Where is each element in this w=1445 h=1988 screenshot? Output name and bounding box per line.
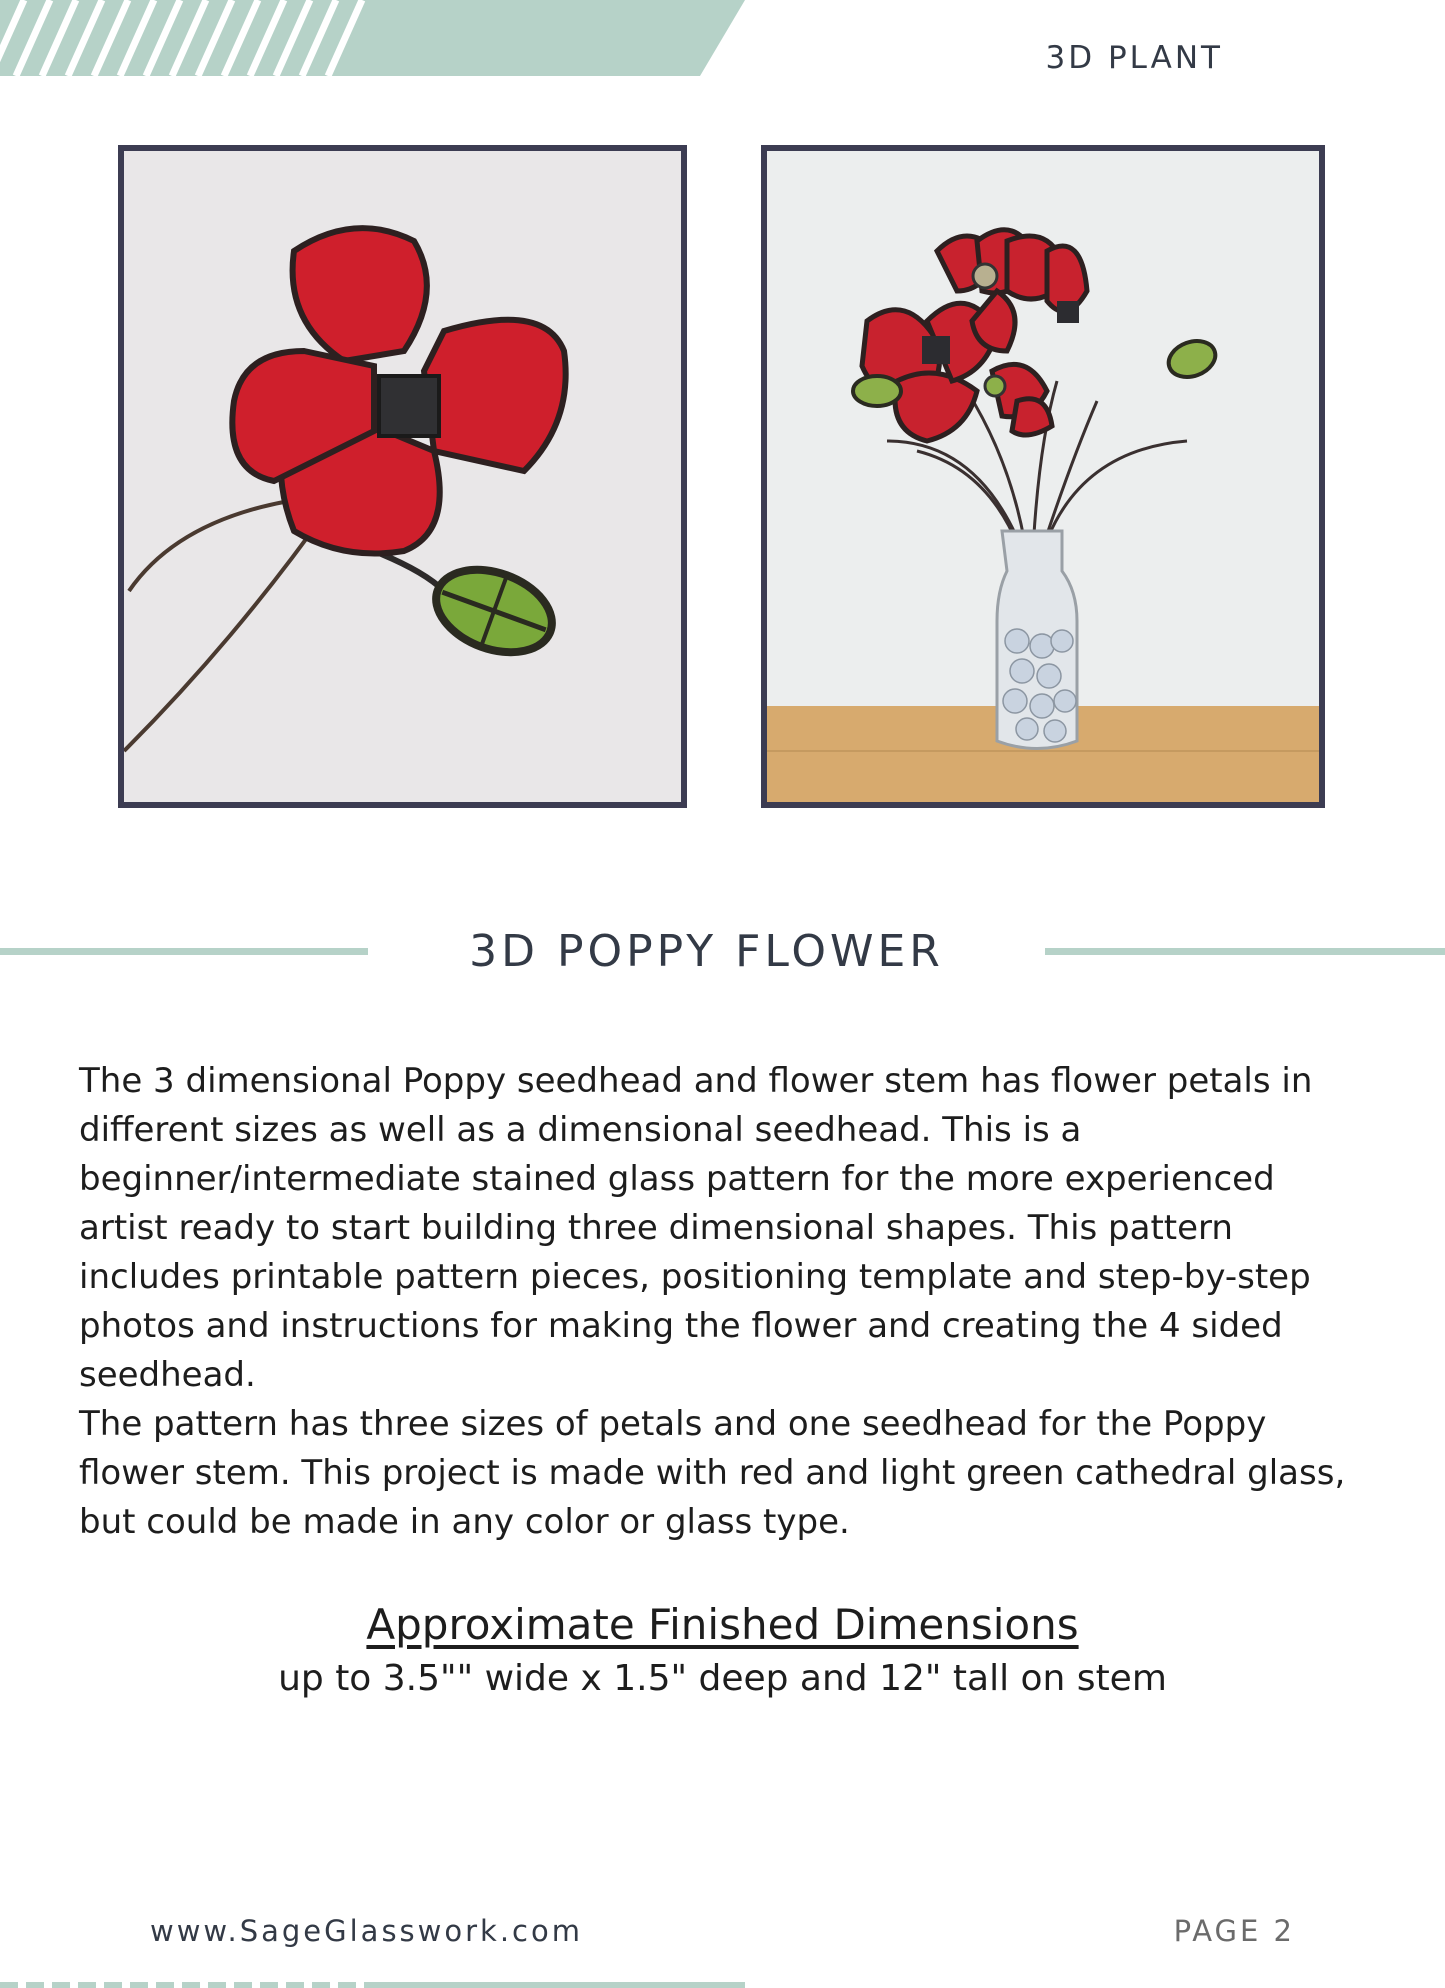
- title-rule-right: [1045, 948, 1445, 955]
- page-number: PAGE 2: [1173, 1914, 1295, 1948]
- page-title: 3D POPPY FLOWER: [469, 926, 944, 977]
- page-category: 3D PLANT: [1045, 40, 1223, 76]
- pattern-details-paragraph: The pattern has three sizes of petals and one seedhead for the Poppy flower stem. This project is made with red and light green cathedral glass, but could be made in any color or glass type.: [79, 1404, 1346, 1542]
- title-rule-left: [0, 948, 368, 955]
- dimensions-value: up to 3.5"" wide x 1.5" deep and 12" tall on stem: [278, 1658, 1167, 1699]
- footer-stripe: [0, 1982, 745, 1988]
- header-stripe-banner: [0, 0, 745, 76]
- poppy-photo: [118, 145, 687, 808]
- poppy-flower-image: [124, 151, 681, 802]
- description-paragraph: The 3 dimensional Poppy seedhead and flower stem has flower petals in different sizes as well as a dimensional seedhead. This is a beginner/intermediate stained glass pattern for the more experienced artist ready to start building three dimensional shapes. This pattern includes printable pattern pieces, positioning template and step-by-step photos and instructions for making the flower and creating the 4 sided seedhead.: [79, 1061, 1313, 1395]
- poppy-vase-photo: [761, 145, 1325, 808]
- title-row: [0, 920, 1445, 980]
- poppy-vase-image: [767, 151, 1319, 802]
- dimensions-heading: Approximate Finished Dimensions: [366, 1600, 1079, 1649]
- footer-website-link[interactable]: www.SageGlasswork.com: [150, 1914, 583, 1948]
